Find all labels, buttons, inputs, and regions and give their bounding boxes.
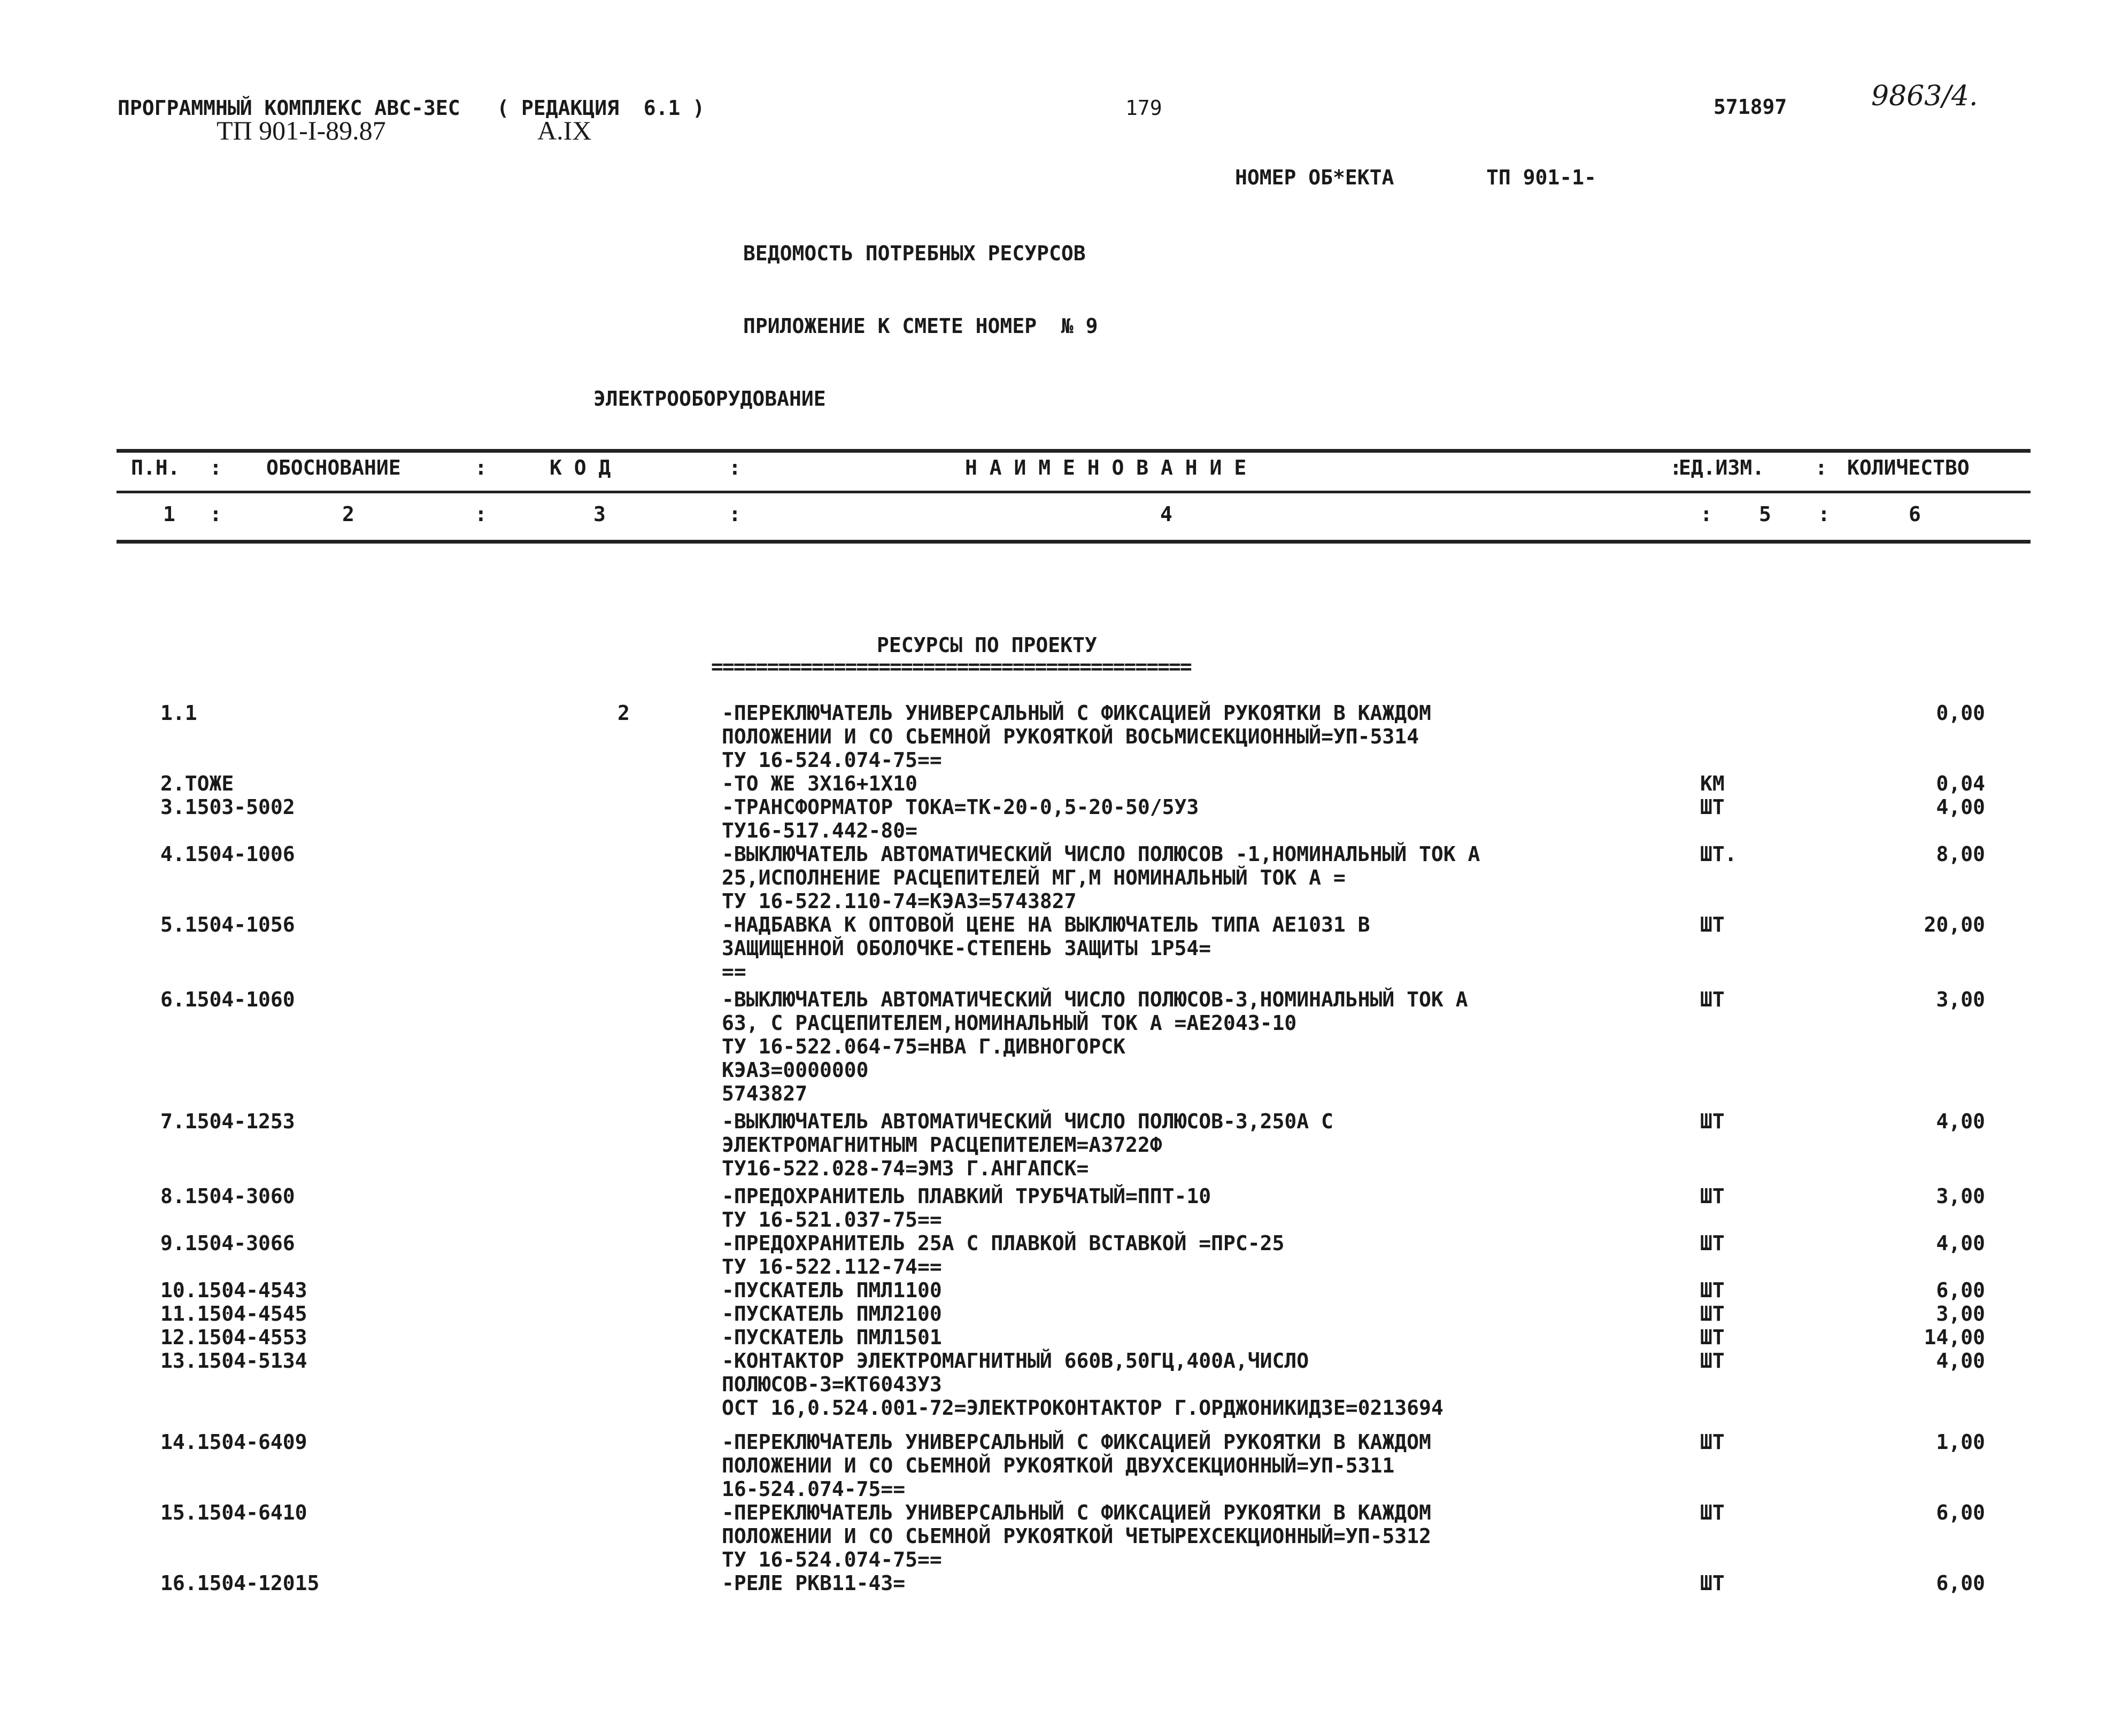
item-quantity: 3,00 (1936, 1184, 1985, 1208)
column-number: 1 (163, 502, 175, 526)
header-separator: : (729, 456, 741, 479)
item-number: 12.1504-4553 (160, 1326, 307, 1349)
item-quantity: 6,00 (1936, 1501, 1985, 1524)
item-number: 9.1504-3066 (160, 1231, 295, 1255)
item-quantity: 14,00 (1924, 1326, 1985, 1349)
item-quantity: 6,00 (1936, 1278, 1985, 1302)
item-quantity: 0,04 (1936, 772, 1985, 795)
item-name: -ВЫКЛЮЧАТЕЛЬ АВТОМАТИЧЕСКИЙ ЧИСЛО ПОЛЮСОВ-3,НОМИНАЛЬНЫЙ ТОК А 63, С РАСЦЕПИТЕЛЕМ,НОМИНАЛЬНЫЙ ТОК А =АЕ2043-10 ТУ 16-522.064-75=НВА Г.ДИВНОГОРСК КЭАЗ=0000000 5743827 (722, 988, 1468, 1105)
item-number: 13.1504-5134 (160, 1349, 307, 1373)
item-quantity: 4,00 (1936, 1110, 1985, 1133)
item-unit: ШТ (1700, 1326, 1725, 1349)
item-quantity: 4,00 (1936, 1231, 1985, 1255)
item-unit: ШТ (1700, 1184, 1725, 1208)
header-separator: : (210, 456, 222, 479)
header-col-quantity: КОЛИЧЕСТВО (1847, 456, 1970, 479)
estimate-appendix: ПРИЛОЖЕНИЕ К СМЕТЕ НОМЕР № 9 (743, 314, 1098, 338)
header-col-unit: ЕД.ИЗМ. (1679, 456, 1765, 479)
header-separator: : (475, 502, 487, 526)
item-number: 1.1 (160, 701, 197, 725)
item-number: 7.1504-1253 (160, 1110, 295, 1133)
item-number: 15.1504-6410 (160, 1501, 307, 1524)
item-name: -ПЕРЕКЛЮЧАТЕЛЬ УНИВЕРСАЛЬНЫЙ С ФИКСАЦИЕЙ РУКОЯТКИ В КАЖДОМ ПОЛОЖЕНИИ И СО СЬЕМНОЙ РУКОЯТКОЙ ДВУХСЕКЦИОННЫЙ=УП-5311 16-524.074-75== (722, 1430, 1431, 1501)
item-number: 5.1504-1056 (160, 913, 295, 936)
item-quantity: 4,00 (1936, 1349, 1985, 1373)
item-unit: ШТ (1700, 1571, 1725, 1595)
item-unit: ШТ (1700, 1349, 1725, 1373)
header-separator: : (729, 502, 741, 526)
document-title: ВЕДОМОСТЬ ПОТРЕБНЫХ РЕСУРСОВ (743, 242, 1086, 265)
item-name: -ПРЕДОХРАНИТЕЛЬ ПЛАВКИЙ ТРУБЧАТЫЙ=ППТ-10 ТУ 16-521.037-75== (722, 1184, 1211, 1231)
item-unit: ШТ (1700, 1110, 1725, 1133)
item-number: 10.1504-4543 (160, 1278, 307, 1302)
item-name: -КОНТАКТОР ЭЛЕКТРОМАГНИТНЫЙ 660В,50ГЦ,400А,ЧИСЛО ПОЛЮСОВ-3=КТ6043У3 ОСТ 16,0.524.001-72=ЭЛЕКТРОКОНТАКТОР Г.ОРДЖОНИКИДЗЕ=0213694 (722, 1349, 1444, 1420)
header-col-basis: ОБОСНОВАНИЕ (266, 456, 401, 479)
column-number: 3 (593, 502, 606, 526)
item-name: -ПУСКАТЕЛЬ ПМЛ1100 (722, 1278, 942, 1302)
item-number: 6.1504-1060 (160, 988, 295, 1011)
header-col-pn: П.Н. (131, 456, 180, 479)
item-unit: ШТ (1700, 1302, 1725, 1326)
object-number-value: ТП 901-1- (1486, 166, 1596, 189)
item-unit: ШТ (1700, 988, 1725, 1011)
item-number: 3.1503-5002 (160, 795, 295, 819)
handwritten-reference: 9863/4. (1871, 80, 1978, 112)
item-name: -ПУСКАТЕЛЬ ПМЛ2100 (722, 1302, 942, 1326)
header-separator: : (210, 502, 222, 526)
item-quantity: 20,00 (1924, 913, 1985, 936)
item-quantity: 6,00 (1936, 1571, 1985, 1595)
header-separator: : (1818, 502, 1830, 526)
document-number: 571897 (1713, 95, 1787, 119)
header-separator: : (1700, 502, 1712, 526)
item-unit: ШТ (1700, 1430, 1725, 1454)
project-code: ТП 901-I-89.87 (217, 115, 386, 145)
item-number: 2.ТОЖЕ (160, 772, 234, 795)
item-name: -ВЫКЛЮЧАТЕЛЬ АВТОМАТИЧЕСКИЙ ЧИСЛО ПОЛЮСОВ -1,НОМИНАЛЬНЫЙ ТОК А 25,ИСПОЛНЕНИЕ РАСЦЕПИТЕЛЕЙ МГ,М НОМИНАЛЬНЫЙ ТОК А = ТУ 16-522.110-74=КЭАЗ=5743827 (722, 842, 1480, 913)
section-title: ЭЛЕКТРООБОРУДОВАНИЕ (593, 387, 826, 410)
item-unit: ШТ (1700, 1278, 1725, 1302)
item-number: 11.1504-4545 (160, 1302, 307, 1326)
object-number-label: НОМЕР ОБ*ЕКТА (1235, 166, 1394, 189)
column-number: 2 (342, 502, 354, 526)
item-name: -ПЕРЕКЛЮЧАТЕЛЬ УНИВЕРСАЛЬНЫЙ С ФИКСАЦИЕЙ РУКОЯТКИ В КАЖДОМ ПОЛОЖЕНИИ И СО СЬЕМНОЙ РУКОЯТКОЙ ВОСЬМИСЕКЦИОННЫЙ=УП-5314 ТУ 16-524.074-75== (722, 701, 1431, 772)
item-quantity: 1,00 (1936, 1430, 1985, 1454)
item-code: 2 (617, 701, 630, 725)
item-quantity: 4,00 (1936, 795, 1985, 819)
item-unit: ШТ (1700, 795, 1725, 819)
item-unit: ШТ (1700, 1501, 1725, 1524)
item-name: -РЕЛЕ РКВ11-43= (722, 1571, 906, 1595)
item-unit: ШТ. (1700, 842, 1737, 866)
column-number: 4 (1160, 502, 1172, 526)
item-name: -ПРЕДОХРАНИТЕЛЬ 25А С ПЛАВКОЙ ВСТАВКОЙ =ПРС-25 ТУ 16-522.112-74== (722, 1231, 1285, 1278)
item-name: -НАДБАВКА К ОПТОВОЙ ЦЕНЕ НА ВЫКЛЮЧАТЕЛЬ ТИПА АЕ1031 В ЗАЩИЩЕННОЙ ОБОЛОЧКЕ-СТЕПЕНЬ ЗАЩИТЫ 1Р54= == (722, 913, 1370, 983)
item-number: 14.1504-6409 (160, 1430, 307, 1454)
item-unit: ШТ (1700, 1231, 1725, 1255)
item-number: 16.1504-12015 (160, 1571, 320, 1595)
item-quantity: 0,00 (1936, 701, 1985, 725)
item-name: -ПУСКАТЕЛЬ ПМЛ1501 (722, 1326, 942, 1349)
item-quantity: 3,00 (1936, 988, 1985, 1011)
item-number: 4.1504-1006 (160, 842, 295, 866)
header-separator: : (475, 456, 487, 479)
header-separator: : (1670, 456, 1682, 479)
album-code: А.IX (537, 115, 592, 145)
item-unit: ШТ (1700, 913, 1725, 936)
item-unit: КМ (1700, 772, 1725, 795)
resources-heading: РЕСУРСЫ ПО ПРОЕКТУ (877, 633, 1097, 657)
item-name: -ВЫКЛЮЧАТЕЛЬ АВТОМАТИЧЕСКИЙ ЧИСЛО ПОЛЮСОВ-3,250А С ЭЛЕКТРОМАГНИТНЫМ РАСЦЕПИТЕЛЕМ=А3722Ф ТУ16-522.028-74=ЭМЗ Г.АНГАПСК= (722, 1110, 1333, 1180)
item-name: -ТРАНСФОРМАТОР ТОКА=ТК-20-0,5-20-50/5УЗ ТУ16-517.442-80= (722, 795, 1199, 842)
item-number: 8.1504-3060 (160, 1184, 295, 1208)
program-title: ПРОГРАММНЫЙ КОМПЛЕКС АВС-3ЕС ( РЕДАКЦИЯ 6.1 ) (118, 96, 705, 120)
item-name: -ТО ЖЕ 3Х16+1Х10 (722, 772, 918, 795)
header-col-code: К О Д (550, 456, 611, 479)
header-separator: : (1815, 456, 1827, 479)
item-name: -ПЕРЕКЛЮЧАТЕЛЬ УНИВЕРСАЛЬНЫЙ С ФИКСАЦИЕЙ РУКОЯТКИ В КАЖДОМ ПОЛОЖЕНИИ И СО СЬЕМНОЙ РУКОЯТКОЙ ЧЕТЫРЕХСЕКЦИОННЫЙ=УП-5312 ТУ 16-524.074-75== (722, 1501, 1431, 1571)
column-number: 5 (1759, 502, 1771, 526)
item-quantity: 3,00 (1936, 1302, 1985, 1326)
item-quantity: 8,00 (1936, 842, 1985, 866)
header-col-name: Н А И М Е Н О В А Н И Е (965, 456, 1247, 479)
page-number: 179 (1125, 96, 1162, 120)
resources-underline: =========================================== (711, 655, 1191, 678)
column-number: 6 (1909, 502, 1921, 526)
